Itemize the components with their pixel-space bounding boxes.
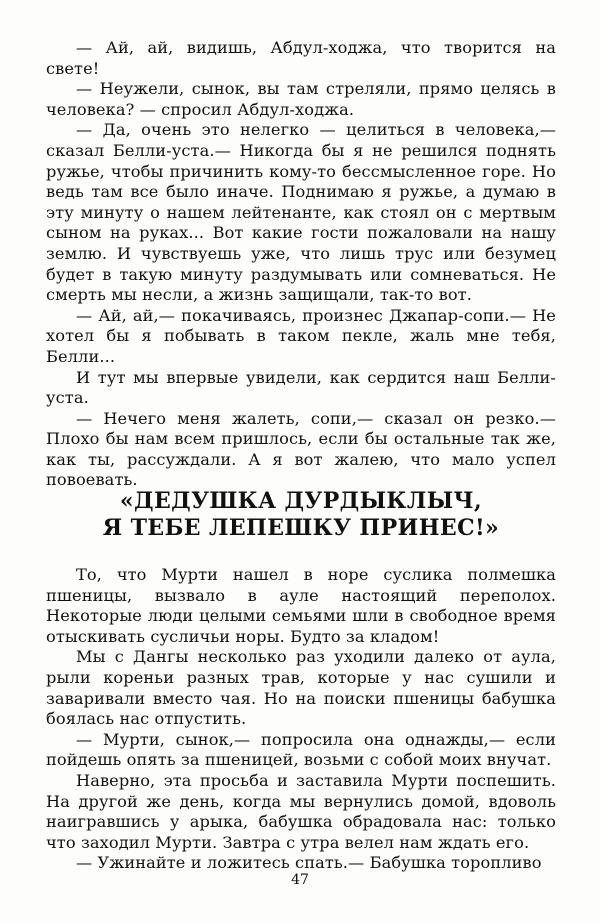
paragraph: — Неужели, сынок, вы там стреляли, прямо целясь в человека? — спросил Абдул-ходжа. — [46, 79, 556, 119]
paragraph: Мы с Дангы несколько раз уходили далеко от аула, рыли кореньи разных трав, которые у нас сушили и заваривали вместо чая. Но на поиски пшеницы бабушка боялась нас отпустить. — [46, 647, 556, 729]
paragraph: — Нечего меня жалеть, сопи,— сказал он резко.— Плохо бы нам всем пришлось, если бы остальные так же, как ты, рассуждали. А я вот жалею, что мало успел повоевать. — [46, 408, 556, 490]
paragraph: И тут мы впервые увидели, как сердится наш Белли-уста. — [46, 367, 556, 408]
paragraph: Наверно, эта просьба и заставила Мурти поспешить. На другой же день, когда мы вернулись домой, вдоволь наигравшись у арыка, бабушка обрадовала нас: только что заходил Мурти. Завтра с утра велел нам ждать его. — [46, 770, 556, 852]
chapter-title-line-2: Я ТЕБЕ ЛЕПЕШКУ ПРИНЕС!» — [102, 515, 500, 541]
paragraph: То, что Мурти нашел в норе суслика полмешка пшеницы, вызвало в ауле настоящий переполох. Некоторые люди целыми семьями шли в свободное время отыскивать сусличьи норы. Будто за кладом! — [46, 565, 556, 646]
paragraph: — Мурти, сынок,— попросила она однажды,— если пойдешь опять за пшеницей, возьми с собой моих внучат. — [46, 729, 556, 770]
paragraph: — Ай, ай, видишь, Абдул-ходжа, что творится на свете! — [46, 38, 556, 78]
paragraph: — Ужинайте и ложитесь спать.— Бабушка торопливо — [76, 853, 542, 873]
chapter-title — [46, 488, 556, 542]
page-number: 47 — [291, 872, 309, 888]
text-block-before-chapter — [46, 38, 556, 491]
paragraph: — Да, очень это нелегко — целиться в человека,— сказал Белли-уста.— Никогда бы я не решился поднять ружье, чтобы причинить кому-то бессмысленное горе. Но ведь там все было иначе. Поднимаю я ружье, а думаю в эту минуту о нашем лейтенанте, как стоял он с мертвым сыном на руках... Вот какие гости пожаловали на нашу землю. И чувствуешь уже, что лишь трус или безумец будет в такую минуту раздумывать или сомневаться. Не смерть мы несли, а жизнь защищали, так-то вот. — [46, 120, 556, 305]
paragraph: — Ай, ай,— покачиваясь, произнес Джапар-сопи.— Не хотел бы я побывать в таком пекле, жаль мне тебя, Белли... — [46, 305, 556, 366]
chapter-title-line-1: «ДЕДУШКА ДУРДЫКЛЫЧ, — [119, 488, 483, 514]
text-block-after-chapter — [46, 565, 556, 874]
